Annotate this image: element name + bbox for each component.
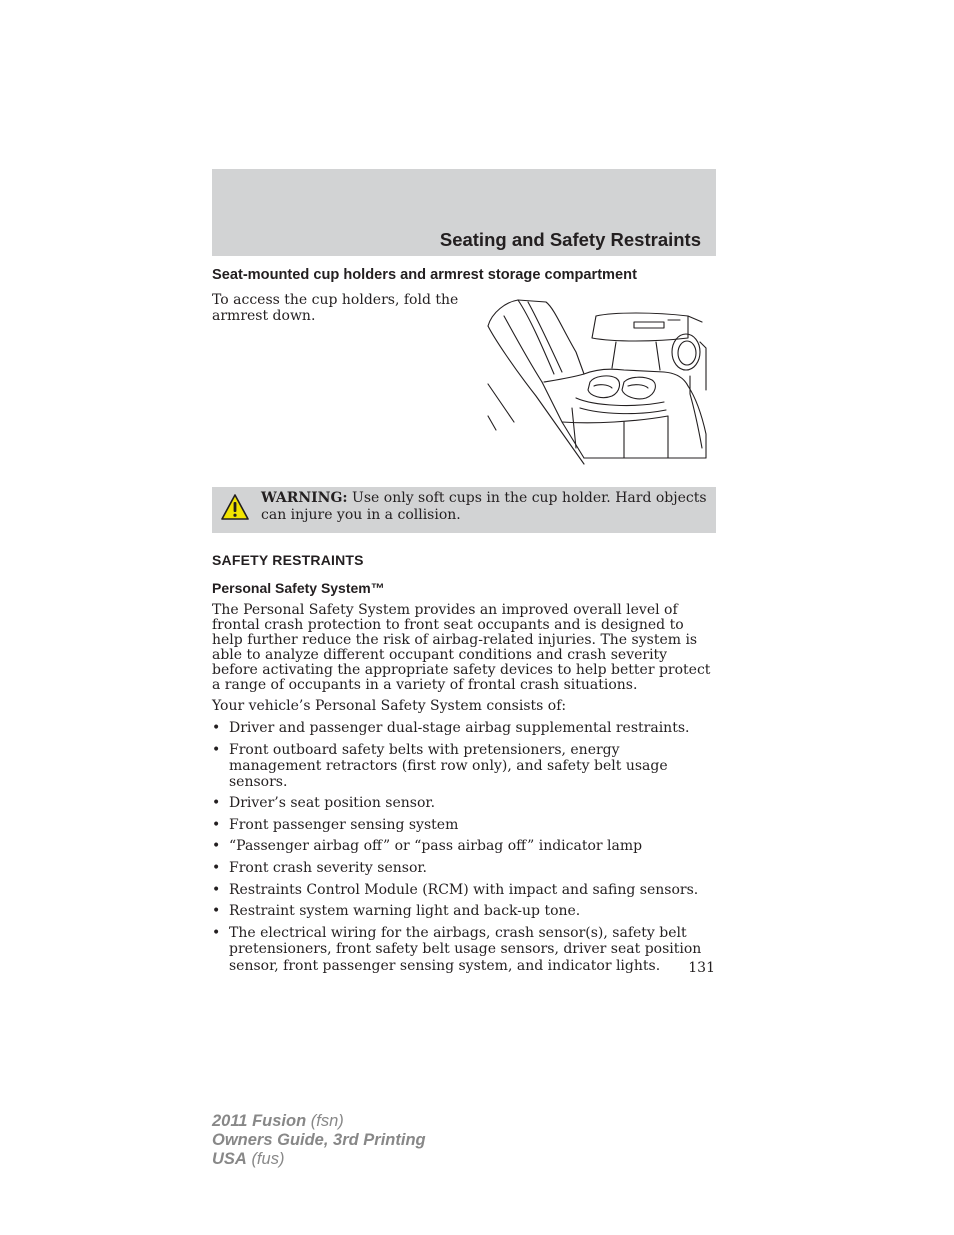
list-item: • Driver’s seat position sensor. [212, 795, 716, 811]
warning-triangle-icon [220, 493, 250, 521]
list-item: • The electrical wiring for the airbags, crash sensor(s), safety belt pretensioners, front safety belt usage sensors, driver seat position sensor, front passenger sensing system, and indicator lights. [212, 925, 716, 975]
list-item: • Front crash severity sensor. [212, 860, 716, 876]
pss-description: The Personal Safety System provides an improved overall level of frontal crash protection to front seat occupants and is designed to help further reduce the risk of airbag-related injuries. The system is able to analyze different occupant conditions and crash severity before activating the appropriate safety devices to help better protect a range of occupants in a variety of frontal crash situations. [212, 602, 711, 693]
footer-line-edition [212, 1131, 426, 1150]
warning-label: WARNING: [261, 490, 348, 506]
list-item: • “Passenger airbag off” or “pass airbag off” indicator lamp [212, 838, 716, 854]
page-number: 131 [688, 960, 715, 976]
warning-box [212, 487, 716, 533]
list-item: • Restraints Control Module (RCM) with impact and safing sensors. [212, 882, 716, 898]
cup-holder-intro: To access the cup holders, fold the armrest down. [212, 292, 459, 324]
warning-message [261, 490, 709, 524]
footer-market-code: (fus) [251, 1150, 285, 1168]
pss-consists-of: Your vehicle’s Personal Safety System consists of: [212, 698, 567, 714]
footer-model-code: (fsn) [310, 1112, 344, 1130]
safety-restraints-heading: SAFETY RESTRAINTS [212, 552, 364, 568]
section-title: Seating and Safety Restraints [439, 229, 701, 250]
warning-body: Use only soft cups in the cup holder. Hard objects can injure you in a collision. [261, 490, 707, 523]
list-item: • Front passenger sensing system [212, 817, 716, 833]
cup-holder-illustration [484, 298, 710, 466]
footer-edition: Owners Guide, 3rd Printing [212, 1131, 426, 1149]
list-item: • Restraint system warning light and back-up tone. [212, 903, 716, 919]
list-item: • Driver and passenger dual-stage airbag supplemental restraints. [212, 720, 716, 736]
list-item: • Front outboard safety belts with pretensioners, energy management retractors (first row only), and safety belt usage sensors. [212, 742, 716, 790]
document-footer [212, 1112, 426, 1169]
pss-component-list [212, 720, 716, 980]
footer-line-model [212, 1112, 426, 1131]
personal-safety-system-heading: Personal Safety System™ [212, 580, 385, 596]
footer-line-market [212, 1150, 426, 1169]
section-header-band [212, 169, 716, 256]
footer-market: USA [212, 1150, 247, 1168]
cup-holder-heading: Seat-mounted cup holders and armrest storage compartment [212, 267, 637, 283]
footer-model: 2011 Fusion [212, 1112, 307, 1130]
